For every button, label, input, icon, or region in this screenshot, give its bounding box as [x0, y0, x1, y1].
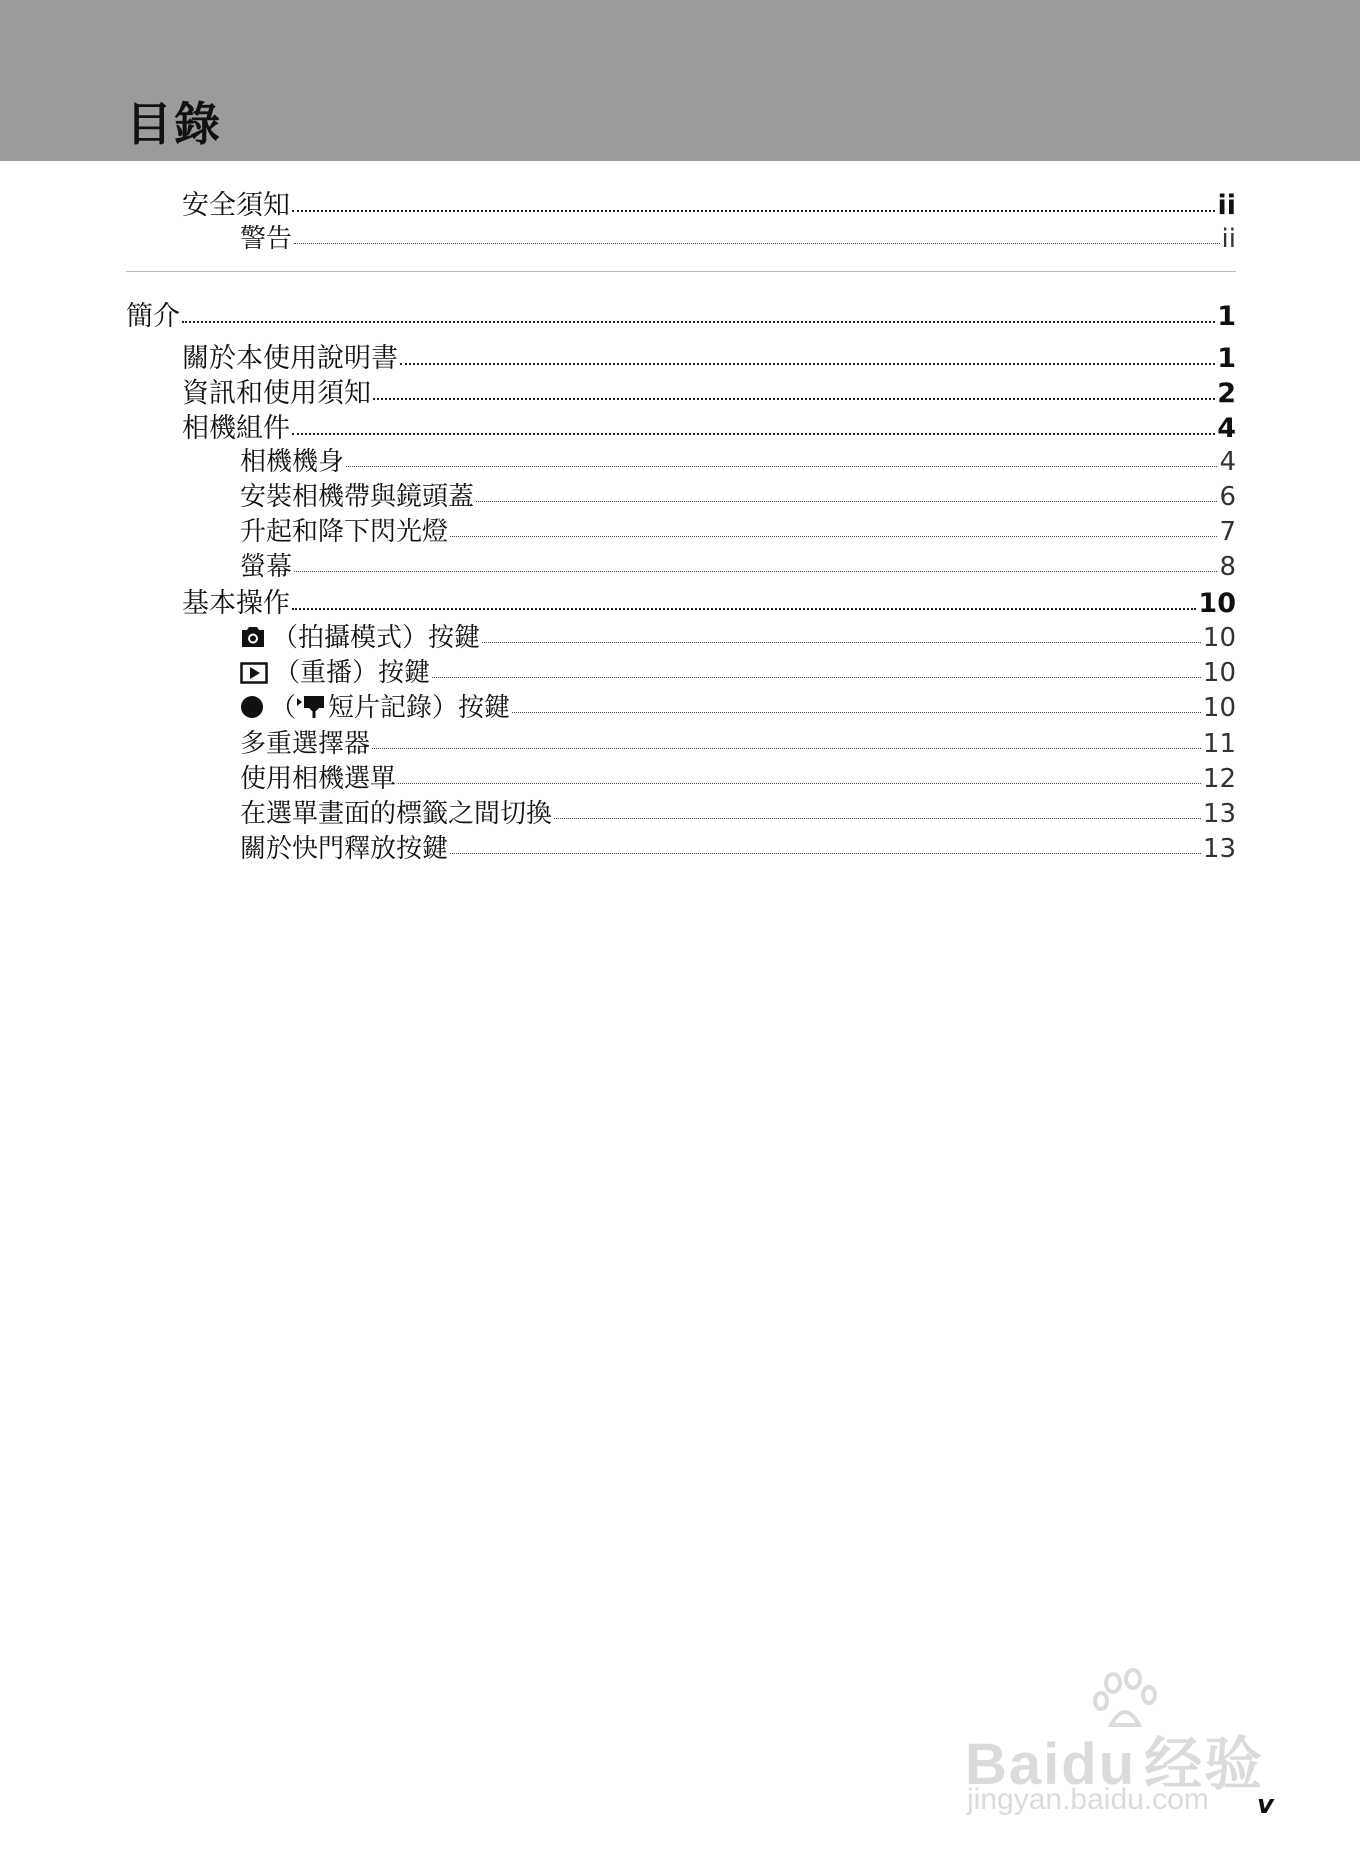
dot-leader — [450, 831, 1201, 857]
toc-entry-label: 警告 — [240, 224, 293, 254]
dot-leader — [476, 479, 1217, 505]
dot-leader — [554, 796, 1201, 822]
toc-entry-label: 相機機身 — [240, 447, 345, 477]
toc-entry-page: 12 — [1202, 764, 1236, 794]
dot-leader — [292, 585, 1196, 612]
toc-entry-page: ii — [1221, 224, 1236, 254]
watermark-brand-text: Bai — [965, 1732, 1062, 1797]
toc-entry-warnings[interactable] — [240, 218, 1236, 255]
toc-entry-label: （拍攝模式）按鍵 — [272, 623, 481, 653]
toc-entry-label: 資訊和使用須知 — [182, 378, 371, 409]
toc-entry-label: 相機組件 — [182, 413, 290, 444]
dot-leader — [398, 761, 1201, 787]
toc-entry-info-notes[interactable] — [182, 371, 1236, 410]
toc-entry-label-prefix: （ — [270, 693, 297, 723]
dot-leader — [400, 340, 1215, 367]
toc-entry-page: 1 — [1217, 343, 1236, 374]
toc-entry-movie-button[interactable] — [240, 687, 1236, 724]
dot-leader — [292, 187, 1215, 214]
dot-leader — [432, 655, 1201, 681]
page-title: 目錄 — [126, 97, 222, 151]
toc-entry-page: 4 — [1219, 447, 1236, 477]
toc-entry-basic-ops[interactable] — [182, 581, 1236, 620]
toc-entry-label-group — [240, 687, 510, 724]
toc-entry-camera-parts[interactable] — [182, 406, 1236, 445]
baidu-watermark — [965, 1665, 1275, 1825]
toc-entry-camera-body[interactable] — [240, 441, 1236, 478]
toc-entry-safety[interactable] — [182, 183, 1236, 222]
watermark-brand-cn: 经验 — [1144, 1732, 1265, 1797]
dot-leader — [373, 375, 1215, 402]
toc-entry-page: ii — [1217, 190, 1236, 221]
camera-icon — [240, 625, 266, 649]
toc-entry-page: 11 — [1202, 729, 1236, 759]
watermark-brand-suffix: du — [1061, 1732, 1137, 1797]
toc-entry-page: 10 — [1202, 623, 1236, 653]
page-number: v — [1257, 1790, 1274, 1820]
toc-entry-intro[interactable] — [126, 294, 1236, 333]
toc-entry-label: 多重選擇器 — [240, 729, 371, 759]
toc-entry-strap-cap[interactable] — [240, 476, 1236, 513]
movie-icon — [296, 695, 326, 719]
toc-entry-shooting-button[interactable] — [240, 617, 1236, 654]
toc-entry-page: 6 — [1219, 482, 1236, 512]
toc-entry-label: 簡介 — [126, 301, 180, 332]
toc-entry-label: 安全須知 — [182, 190, 290, 221]
watermark-url: jingyan.baidu.com — [967, 1783, 1209, 1816]
toc-entry-label: 在選單畫面的標籤之間切換 — [240, 799, 553, 829]
dot-leader — [450, 514, 1217, 540]
toc-entry-label: （重播）按鍵 — [274, 658, 431, 688]
playback-icon — [240, 662, 268, 684]
toc-entry-label: 短片記錄）按鍵 — [328, 693, 511, 723]
dot-leader — [372, 726, 1201, 752]
toc-entry-page: 10 — [1198, 588, 1236, 619]
toc-entry-label: 關於快門釋放按鍵 — [240, 834, 449, 864]
toc-entry-label: 基本操作 — [182, 588, 290, 619]
toc-entry-page: 4 — [1217, 413, 1236, 444]
toc-entry-menu-tabs[interactable] — [240, 793, 1236, 830]
toc-entry-label: 安裝相機帶與鏡頭蓋 — [240, 482, 475, 512]
dot-leader — [346, 444, 1217, 470]
toc-entry-page: 13 — [1202, 799, 1236, 829]
toc-entry-shutter-release[interactable] — [240, 828, 1236, 865]
toc-entry-page: 7 — [1219, 517, 1236, 547]
toc-entry-label: 關於本使用說明書 — [182, 343, 398, 374]
toc-entry-monitor[interactable] — [240, 546, 1236, 583]
dot-leader — [182, 298, 1215, 325]
toc-entry-page: 10 — [1202, 658, 1236, 688]
toc-entry-label: 升起和降下閃光燈 — [240, 517, 449, 547]
toc-entry-label-group — [240, 617, 480, 654]
dot-leader — [294, 221, 1220, 247]
toc-entry-label: 螢幕 — [240, 552, 293, 582]
record-dot-icon — [240, 695, 264, 719]
dot-leader — [292, 410, 1215, 437]
toc-entry-multi-selector[interactable] — [240, 723, 1236, 760]
toc-entry-label: 使用相機選單 — [240, 764, 397, 794]
toc-entry-flash[interactable] — [240, 511, 1236, 548]
dot-leader — [294, 549, 1217, 575]
section-divider — [126, 271, 1236, 272]
toc-entry-page: 1 — [1217, 301, 1236, 332]
toc-entry-about-manual[interactable] — [182, 336, 1236, 375]
toc-entry-page: 13 — [1202, 834, 1236, 864]
toc-entry-page: 10 — [1202, 693, 1236, 723]
toc-entry-page: 2 — [1217, 378, 1236, 409]
dot-leader — [512, 690, 1201, 716]
toc-entry-playback-button[interactable] — [240, 652, 1236, 689]
toc-entry-camera-menus[interactable] — [240, 758, 1236, 795]
toc-entry-page: 8 — [1219, 552, 1236, 582]
dot-leader — [482, 620, 1201, 646]
toc-entry-label-group — [240, 652, 430, 689]
